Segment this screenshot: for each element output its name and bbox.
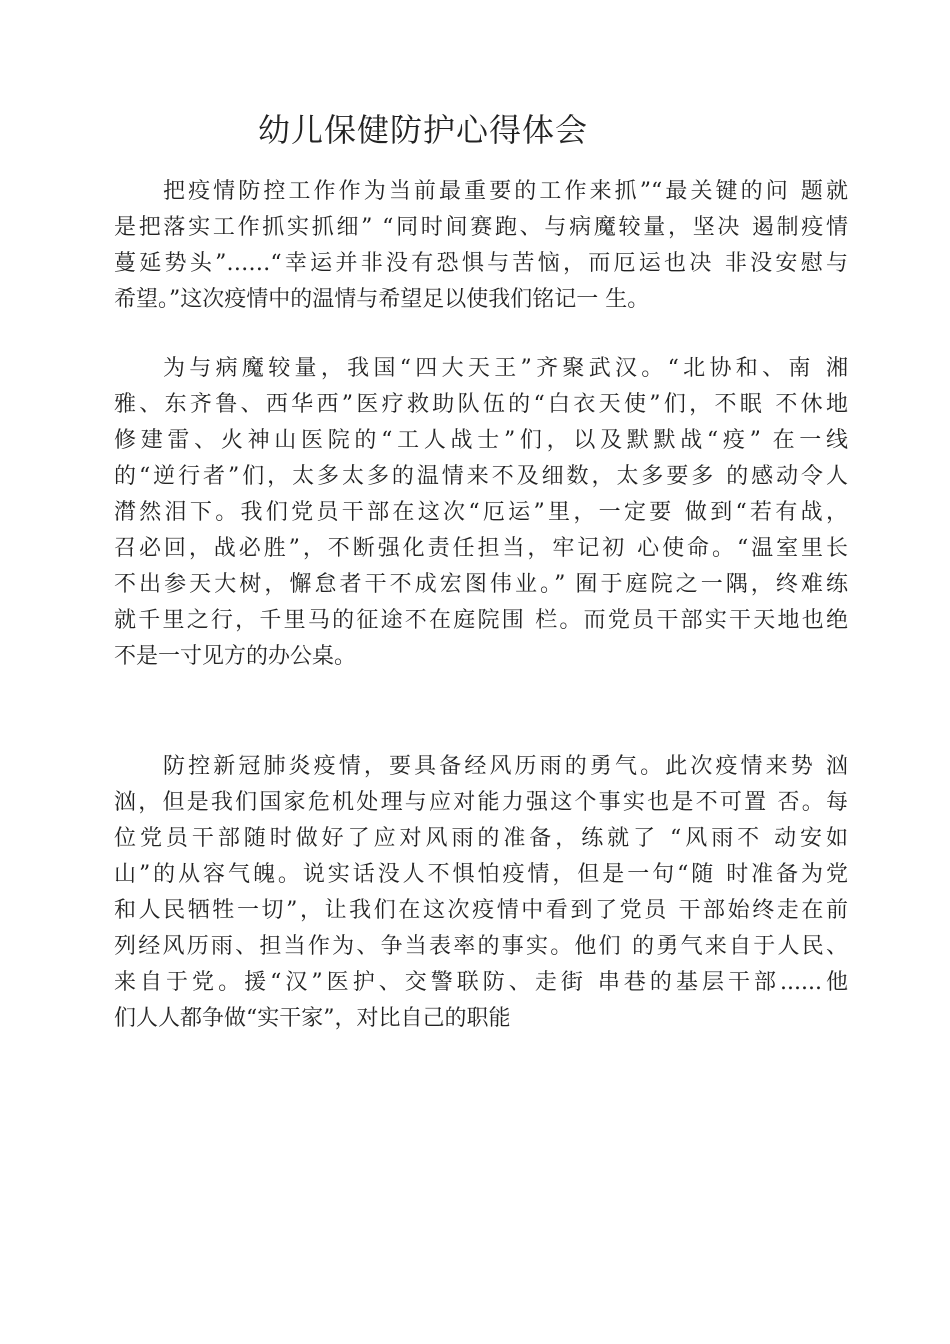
text-line: 是把落实工作抓实抓细” “同时间赛跑、与病魔较量，坚决 遏制疫情 <box>114 215 848 240</box>
text-line: 潸然泪下。我们党员干部在这次“厄运”里，一定要 做到“若有战， <box>114 500 848 525</box>
text-line: 召必回，战必胜”，不断强化责任担当，牢记初 心使命。“温室里长 <box>114 536 848 561</box>
text-line: 把疫情防控工作作为当前最重要的工作来抓”“最关键的问 题就 <box>163 179 848 204</box>
paragraph-1 <box>114 174 848 318</box>
paragraph-2 <box>114 351 848 675</box>
text-line: 和人民牺牲一切”，让我们在这次疫情中看到了党员 干部始终走在前 <box>114 898 848 923</box>
text-line: 汹，但是我们国家危机处理与应对能力强这个事实也是不可置 否。每 <box>114 790 848 815</box>
text-line: 位党员干部随时做好了应对风雨的准备，练就了 “风雨不 动安如 <box>114 826 848 851</box>
text-line: 不是一寸见方的办公桌。 <box>114 644 357 669</box>
text-line: 为与病魔较量，我国“四大天王”齐聚武汉。“北协和、南 湘 <box>163 356 848 381</box>
text-line: 蔓延势头”……“幸运并非没有恐惧与苦恼，而厄运也决 非没安慰与 <box>114 251 848 276</box>
text-line: 希望。”这次疫情中的温情与希望足以使我们铭记一 生。 <box>114 287 650 312</box>
text-line: 的“逆行者”们，太多太多的温情来不及细数，太多要多 的感动令人 <box>114 464 848 489</box>
text-line: 雅、东齐鲁、西华西”医疗救助队伍的“白衣天使”们，不眠 不休地 <box>114 392 848 417</box>
paragraph-3 <box>114 749 848 1037</box>
document-title: 幼儿保健防护心得体会 <box>258 111 589 149</box>
text-line: 们人人都争做“实干家”，对比自己的职能 <box>114 1006 511 1031</box>
text-line: 列经风历雨、担当作为、争当表率的事实。他们 的勇气来自于人民、 <box>114 934 848 959</box>
text-line: 不出参天大树，懈怠者干不成宏图伟业。” 囿于庭院之一隅，终难练 <box>114 572 848 597</box>
text-line: 修建雷、火神山医院的“工人战士”们，以及默默战“疫” 在一线 <box>114 428 848 453</box>
text-line: 山”的从容气魄。说实话没人不惧怕疫情，但是一句“随 时准备为党 <box>114 862 848 887</box>
text-line: 防控新冠肺炎疫情，要具备经风历雨的勇气。此次疫情来势 汹 <box>163 754 848 779</box>
text-line: 来自于党。援“汉”医护、交警联防、走街 串巷的基层干部......他 <box>114 970 848 995</box>
text-line: 就千里之行，千里马的征途不在庭院围 栏。而党员干部实干天地也绝 <box>114 608 848 633</box>
